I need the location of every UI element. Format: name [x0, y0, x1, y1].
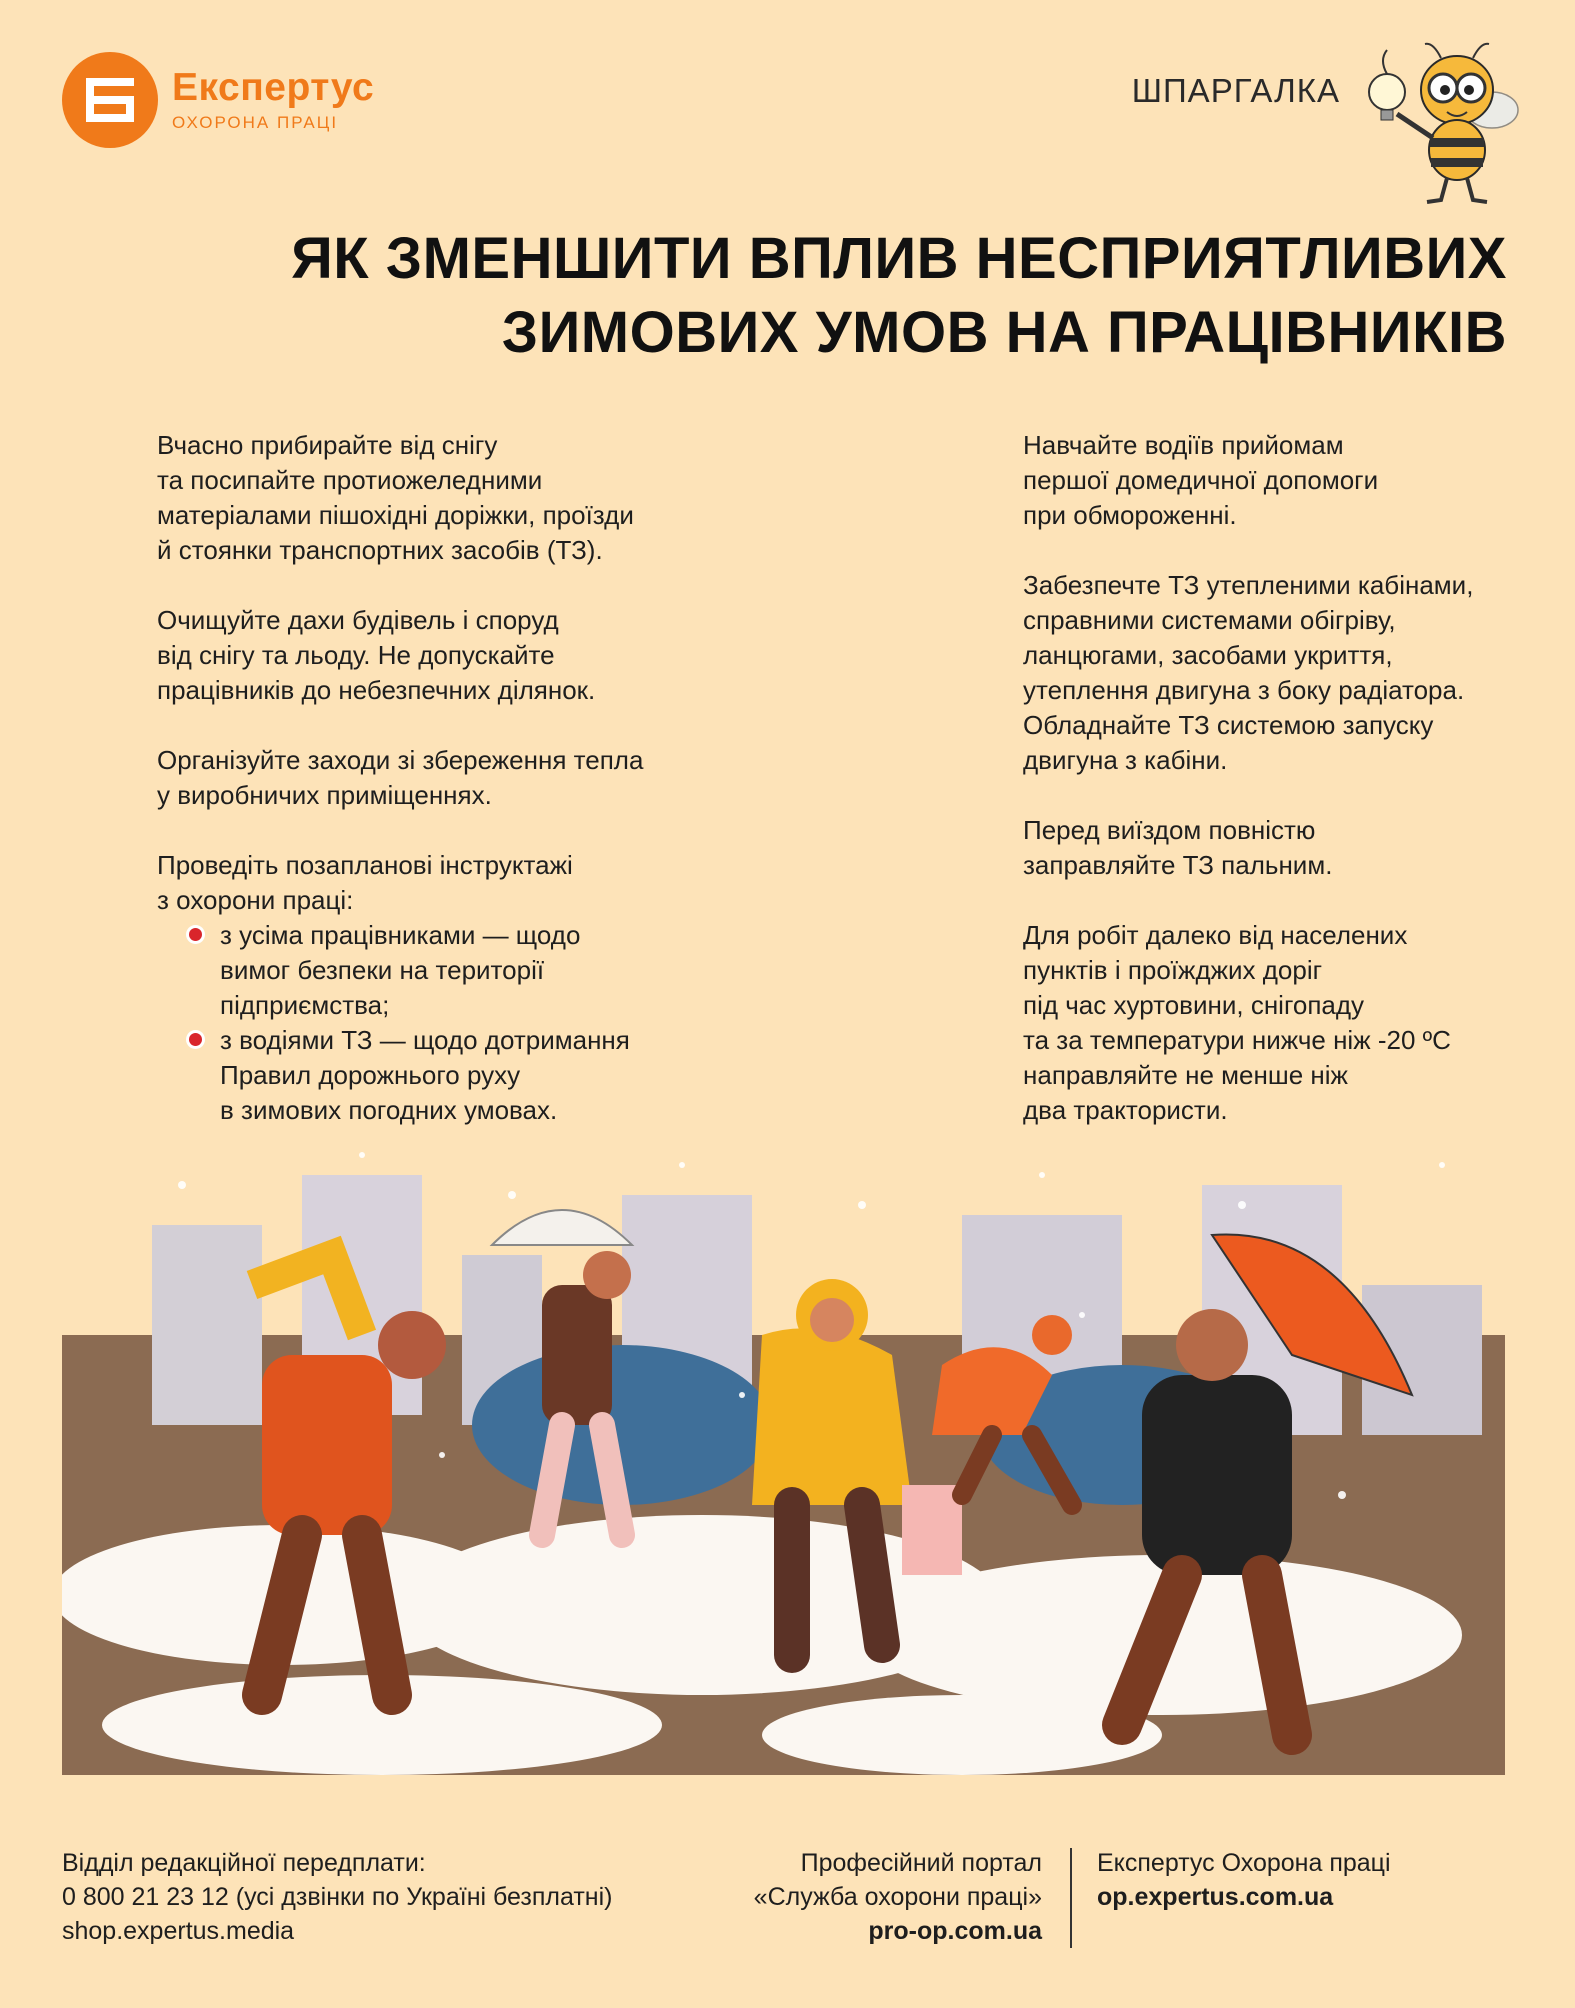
footer-portal-title: Професійний портал [800, 1849, 1042, 1877]
winter-street-illustration [62, 1135, 1505, 1775]
tip-clear-roofs: Очищуйте дахи будівель і споруд від снігу та льоду. Не допускайте працівників до небезпечних ділянок. [157, 605, 596, 705]
footer-shop-link[interactable]: shop.expertus.media [62, 1917, 295, 1945]
brand-subtitle: ОХОРОНА ПРАЦІ [172, 112, 339, 132]
tip-vehicle-cabins: Забезпечте ТЗ утепленими кабінами, справними системами обігріву, ланцюгами, засобами укриття, утеплення двигуна з боку радіатора. Обладнайте ТЗ системою запуску двигуна з кабіни. [1023, 570, 1474, 775]
footer-expertus-title: Експертус Охорона праці [1097, 1849, 1391, 1877]
bee-with-lightbulb-icon [1357, 30, 1527, 210]
footer-divider [1070, 1848, 1072, 1948]
footer-portal-name: «Служба охорони праці» [753, 1883, 1042, 1911]
right-column [1023, 428, 1523, 1163]
left-column [157, 428, 717, 1128]
brand-name: Експертус [172, 65, 375, 109]
expertus-logo-icon [62, 52, 158, 148]
bullet-dot-icon [189, 1033, 202, 1046]
title-line-1: ЯК ЗМЕНШИТИ ВПЛИВ НЕСПРИЯТЛИВИХ [291, 226, 1507, 291]
tip-keep-heat: Організуйте заходи зі збереження тепла у виробничих приміщеннях. [157, 745, 644, 810]
brand-logo [62, 52, 374, 148]
footer-expertus [1097, 1846, 1391, 1914]
list-item [220, 918, 717, 1023]
footer-portal [754, 1846, 1042, 1948]
footer-portal-link[interactable]: pro-op.com.ua [868, 1917, 1042, 1945]
list-item-text: з усіма працівниками — щодо вимог безпеки на території підприємства; [220, 920, 581, 1020]
footer-phone[interactable]: 0 800 21 23 12 (усі дзвінки по Україні безплатні) [62, 1883, 613, 1911]
tip-first-aid: Навчайте водіїв прийомам першої домедичної допомоги при обмороженні. [1023, 430, 1379, 530]
footer-subscription [62, 1846, 612, 1948]
tip-two-drivers: Для робіт далеко від населених пунктів і проїжджих доріг під час хуртовини, снігопаду та за температури нижче ніж -20 ºС направляйте не менше ніж два трактористи. [1023, 920, 1451, 1125]
footer-subscription-title: Відділ редакційної передплати: [62, 1849, 426, 1877]
list-item [220, 1023, 717, 1128]
tip-full-tank: Перед виїздом повністю заправляйте ТЗ пальним. [1023, 815, 1333, 880]
kicker-label: ШПАРГАЛКА [1131, 72, 1340, 109]
tip-clear-snow: Вчасно прибирайте від снігу та посипайте протиожеледними матеріалами пішохідні доріжки, проїзди й стоянки транспортних засобів (ТЗ). [157, 430, 634, 565]
footer-expertus-link[interactable]: op.expertus.com.ua [1097, 1883, 1334, 1911]
page-title [291, 222, 1507, 370]
bullet-dot-icon [189, 928, 202, 941]
tip-briefings-intro: Проведіть позапланові інструктажі з охорони праці: [157, 850, 573, 915]
title-line-2: ЗИМОВИХ УМОВ НА ПРАЦІВНИКІВ [501, 300, 1507, 365]
briefings-list [157, 918, 717, 1128]
list-item-text: з водіями ТЗ — щодо дотримання Правил дорожнього руху в зимових погодних умовах. [220, 1025, 630, 1125]
